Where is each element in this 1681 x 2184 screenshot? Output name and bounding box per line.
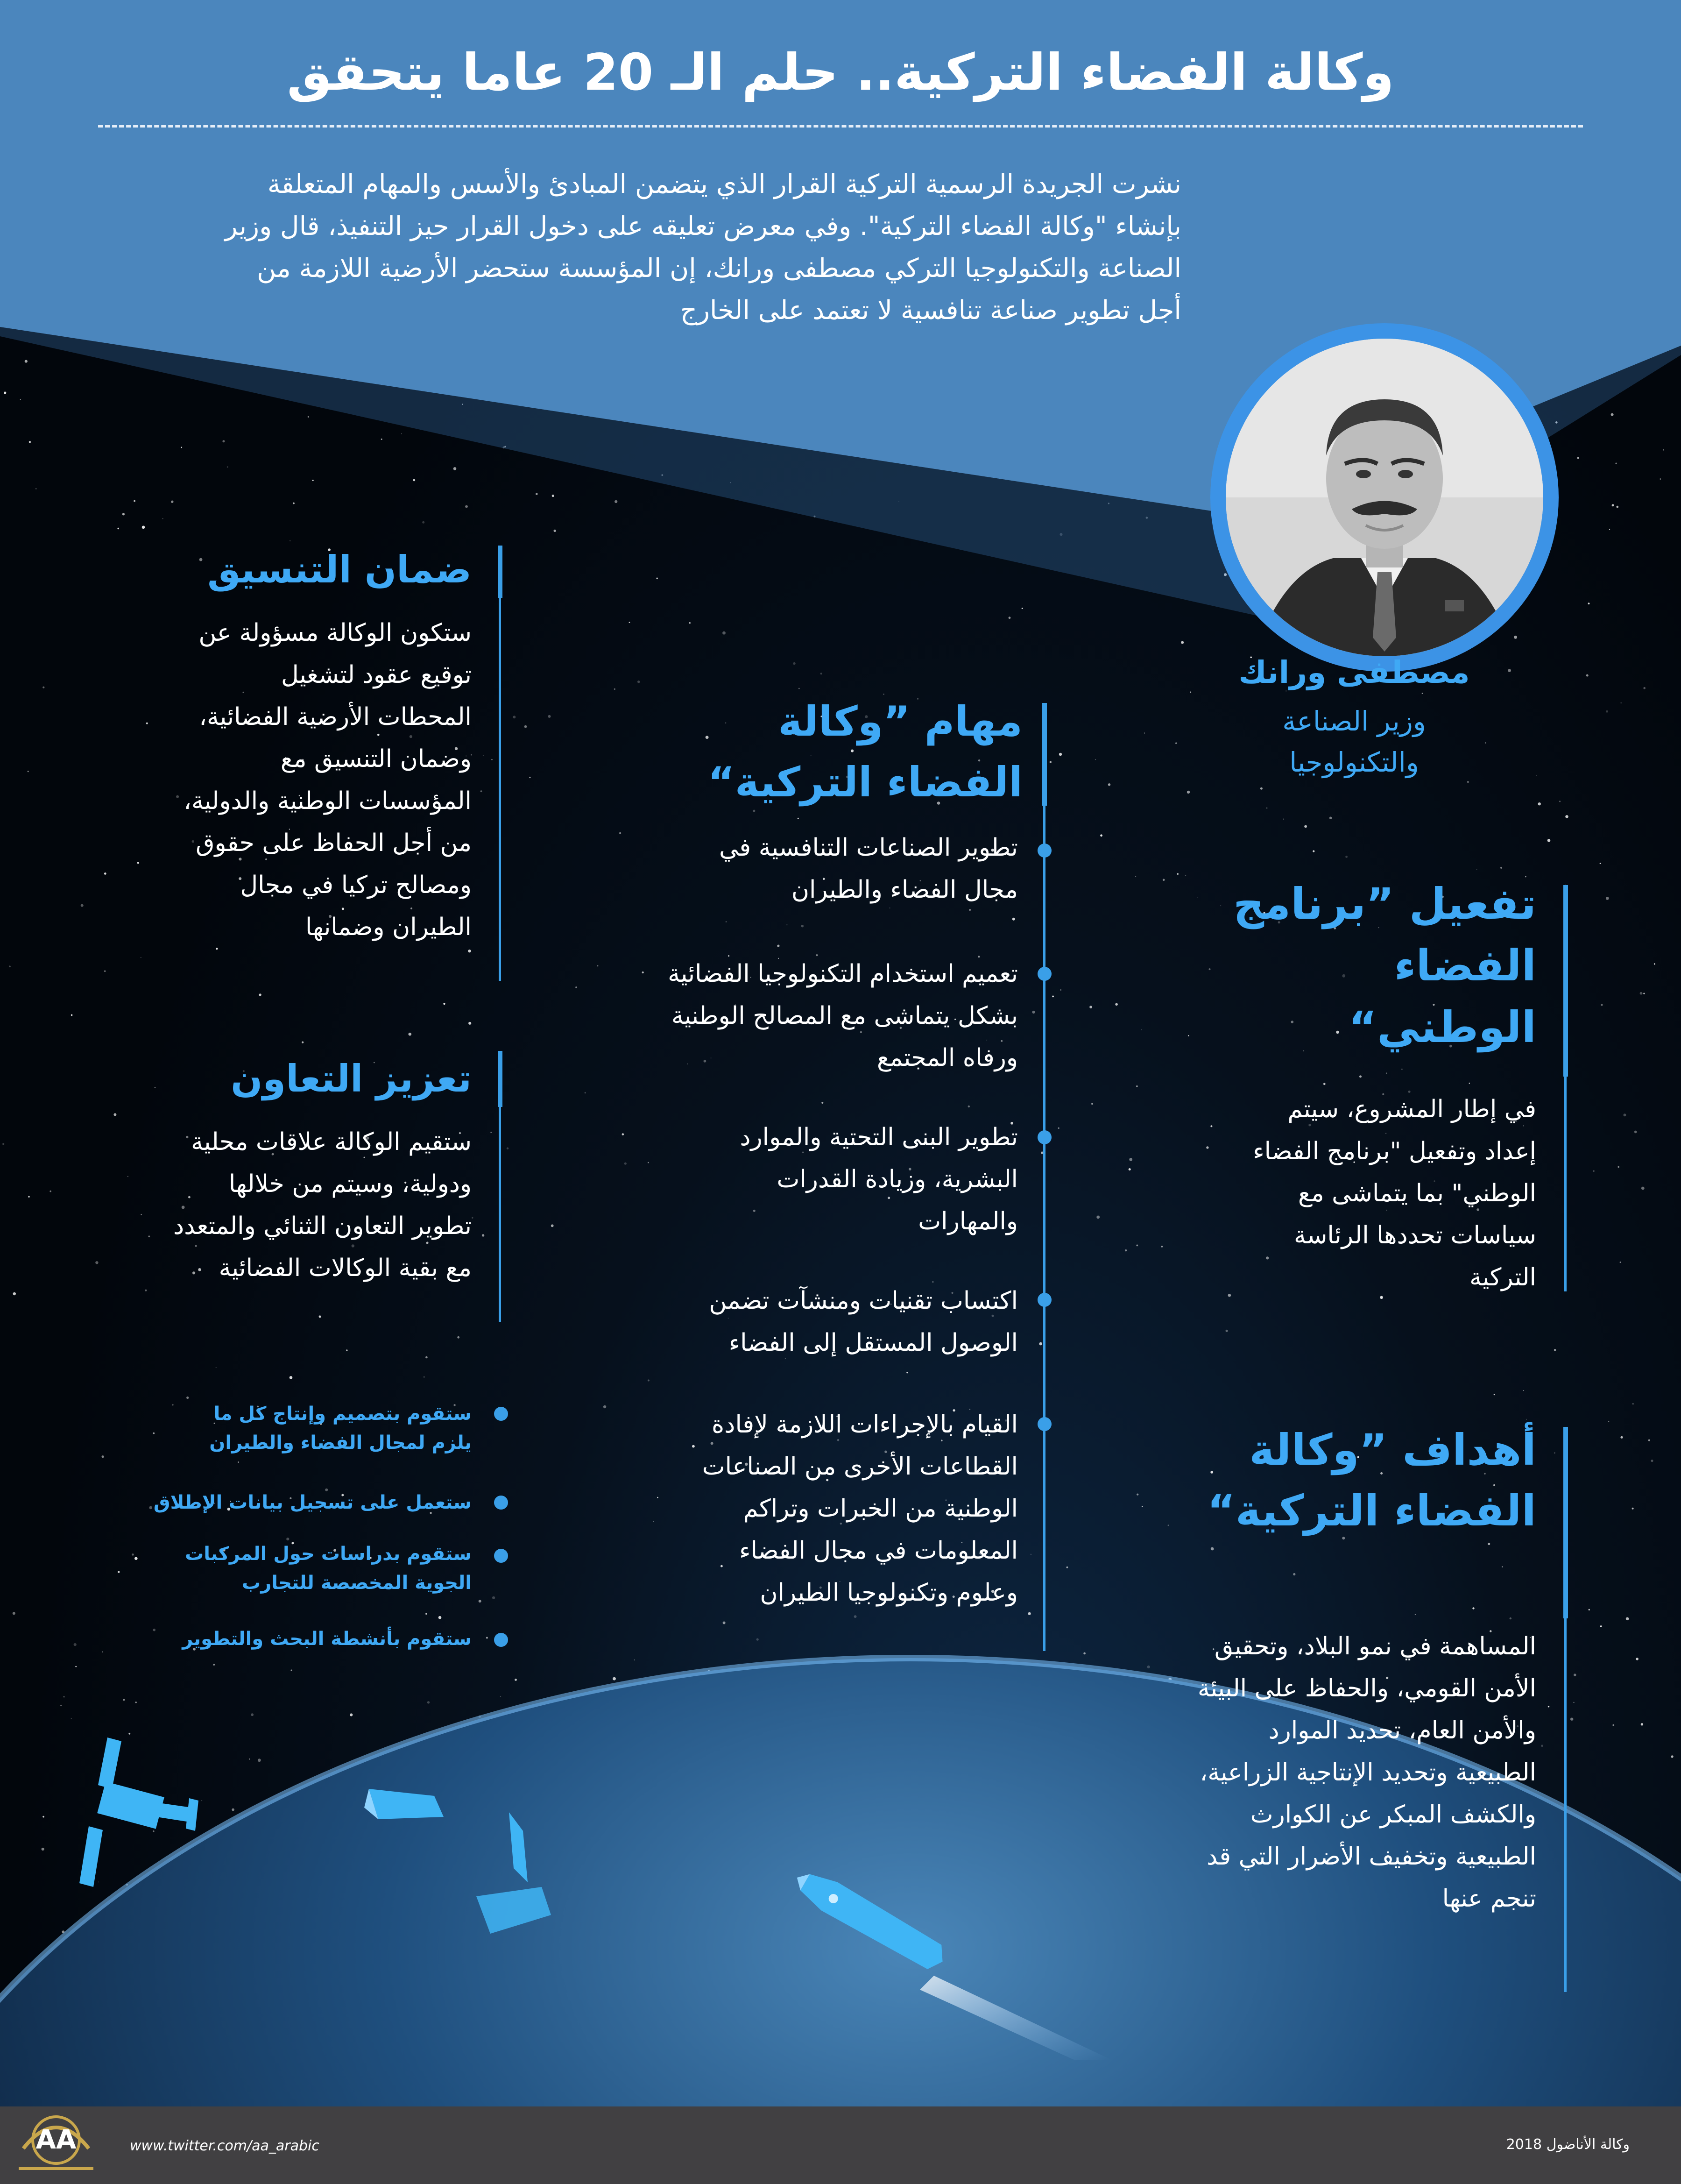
- star: [2, 1143, 4, 1145]
- star: [793, 662, 795, 665]
- svg-text:AA: AA: [35, 2125, 77, 2155]
- star: [425, 1356, 428, 1359]
- star: [1313, 850, 1314, 852]
- star: [786, 924, 787, 925]
- star: [1620, 1262, 1621, 1263]
- star: [468, 950, 471, 952]
- star: [1415, 1614, 1416, 1615]
- star: [1641, 1187, 1645, 1190]
- star: [128, 1733, 130, 1735]
- star: [135, 1702, 137, 1703]
- goals-rule: [1564, 1618, 1567, 1992]
- star: [1586, 674, 1589, 677]
- star: [479, 1600, 481, 1603]
- star: [483, 755, 484, 756]
- star: [1559, 801, 1561, 802]
- star: [1469, 1083, 1470, 1084]
- star: [137, 862, 139, 864]
- star: [104, 872, 106, 875]
- page-title: وكالة الفضاء التركية.. حلم الـ 20 عاما يتحقق: [287, 43, 1394, 102]
- star: [1168, 1525, 1169, 1526]
- star: [1651, 1460, 1653, 1462]
- star: [118, 1571, 120, 1573]
- star: [1608, 1421, 1609, 1422]
- star: [28, 1196, 29, 1198]
- star: [1472, 1607, 1474, 1609]
- star: [1266, 807, 1267, 808]
- star: [127, 1176, 128, 1177]
- star: [1570, 1718, 1573, 1721]
- cooperation-rule: [499, 1107, 501, 1322]
- cooperation-body: ستقيم الوكالة علاقات محلية ودولية، وسيتم من خلالها تطوير التعاون الثنائي والمتعدد مع بقية الوكالات الفضائية: [173, 1128, 472, 1282]
- star: [585, 1092, 586, 1093]
- star: [507, 1148, 509, 1149]
- cooperation-bullet: ستقوم بدراسات حول المركبات الجوية المخصصة للتجارب: [185, 1543, 472, 1594]
- star: [49, 1191, 51, 1192]
- star: [113, 1113, 116, 1116]
- coordination-body: ستكون الوكالة مسؤولة عن توقيع عقود لتشغيل المحطات الأرضية الفضائية، وضمان التنسيق مع المؤسسات الوطنية والدولية، من أجل الحفاظ على حقوق ومصالح تركيا في مجال الطيران وضمانها: [184, 619, 472, 941]
- star: [148, 1235, 150, 1237]
- star: [146, 723, 148, 724]
- star: [1634, 1131, 1637, 1134]
- star: [1606, 897, 1609, 900]
- star: [74, 1643, 77, 1646]
- star: [515, 1679, 517, 1681]
- star: [614, 688, 615, 690]
- star: [81, 904, 84, 907]
- debris-shard-icon: [476, 1887, 551, 1938]
- star: [71, 1718, 72, 1719]
- star: [1508, 669, 1511, 672]
- star: [409, 1033, 412, 1036]
- star: [1211, 1547, 1214, 1551]
- minister-portrait: [1226, 339, 1543, 656]
- title-divider: [98, 125, 1583, 128]
- star: [1641, 1723, 1643, 1725]
- star: [9, 965, 11, 967]
- star: [1058, 1127, 1059, 1129]
- person-role: وزير الصناعة والتكنولوجيا: [1282, 705, 1426, 778]
- star: [134, 1557, 138, 1560]
- star: [1554, 1349, 1556, 1351]
- cooperation-heading: تعزيز التعاون: [231, 1057, 472, 1100]
- star: [438, 1616, 442, 1619]
- star: [1574, 1702, 1575, 1703]
- aa-logo-icon: [9, 2111, 103, 2181]
- star: [1161, 1246, 1163, 1248]
- space-capsule-icon: [364, 1780, 448, 1831]
- star: [1620, 1436, 1623, 1439]
- star: [1095, 759, 1096, 760]
- star: [132, 1553, 134, 1556]
- star: [629, 622, 630, 623]
- star: [482, 1234, 484, 1236]
- star: [1136, 1245, 1138, 1247]
- program-heading: تفعيل ”برنامج الفضاء الوطني“: [1233, 879, 1536, 1052]
- star: [1188, 1035, 1189, 1036]
- star: [176, 795, 179, 798]
- star: [258, 1759, 261, 1762]
- star: [1144, 733, 1145, 734]
- star: [1624, 1113, 1626, 1116]
- star: [186, 1397, 189, 1399]
- star: [1304, 825, 1307, 828]
- star: [1643, 687, 1646, 689]
- star: [1135, 876, 1136, 877]
- star: [145, 1290, 147, 1291]
- star: [13, 1292, 16, 1295]
- star: [1039, 1342, 1042, 1346]
- star: [104, 971, 106, 972]
- goals-accent-bar: [1563, 1427, 1568, 1618]
- star: [1185, 875, 1186, 876]
- star: [1523, 1390, 1524, 1391]
- star: [1541, 1744, 1543, 1747]
- star: [1067, 1567, 1068, 1568]
- star: [603, 1405, 606, 1408]
- star: [634, 1659, 635, 1660]
- star: [1141, 1029, 1142, 1030]
- cooperation-bullet: ستعمل على تسجيل بيانات الإطلاق: [153, 1492, 472, 1513]
- debris-shard-icon: [504, 1812, 532, 1887]
- star: [1612, 1724, 1614, 1726]
- star: [102, 1455, 104, 1458]
- star: [302, 1042, 304, 1043]
- star: [1606, 710, 1608, 713]
- star: [71, 1014, 73, 1016]
- star: [1593, 1170, 1594, 1172]
- person-name: مصطفى ورانك: [1238, 654, 1470, 690]
- star: [622, 1133, 624, 1135]
- star: [1359, 1075, 1362, 1078]
- star: [28, 771, 29, 772]
- star: [480, 790, 482, 792]
- bullet-dot: [494, 1407, 508, 1421]
- star: [1648, 1439, 1650, 1441]
- star: [75, 1666, 77, 1667]
- star: [1260, 787, 1263, 790]
- star: [548, 715, 551, 718]
- star: [1125, 1249, 1127, 1251]
- star: [153, 1432, 155, 1434]
- star: [491, 1132, 492, 1133]
- task-item: القيام بالإجراءات اللازمة لإفادة القطاعات الأخرى من الصناعات الوطنية من الخبرات وتراكم المعلومات في مجال الفضاء وعلوم وتكنولوجيا الطيران: [702, 1411, 1018, 1607]
- star: [1386, 1072, 1387, 1074]
- star: [1565, 815, 1568, 818]
- star: [468, 1022, 471, 1025]
- tasks-heading: مهام ”وكالة الفضاء التركية“: [707, 697, 1023, 806]
- star: [1476, 869, 1477, 870]
- star: [1500, 867, 1502, 869]
- star: [619, 832, 621, 834]
- star: [141, 1214, 142, 1215]
- star: [1514, 636, 1517, 639]
- star: [1401, 1069, 1403, 1070]
- star: [123, 1699, 125, 1701]
- task-item: اكتساب تقنيات ومنشآت تضمن الوصول المستقل إلى الفضاء: [709, 1287, 1018, 1357]
- star: [722, 631, 726, 635]
- coordination-accent-bar: [498, 546, 502, 598]
- tasks-rule: [1043, 806, 1045, 1651]
- star: [1059, 753, 1062, 756]
- star: [777, 945, 779, 947]
- goals-heading: أهداف ”وكالة الفضاء التركية“: [1207, 1425, 1536, 1536]
- star: [232, 1808, 234, 1811]
- cooperation-bullet: ستقوم بتصميم وإنتاج كل ما يلزم لمجال الفضاء والطيران: [209, 1403, 472, 1454]
- star: [492, 1596, 495, 1599]
- star: [95, 1261, 98, 1264]
- star: [1108, 783, 1110, 786]
- star: [102, 1651, 103, 1652]
- star: [1548, 1706, 1549, 1707]
- task-dot: [1038, 1293, 1052, 1307]
- star: [551, 1224, 554, 1227]
- star: [1654, 963, 1655, 964]
- intro-paragraph: نشرت الجريدة الرسمية التركية القرار الذي يتضمن المبادئ والأسس والمهام المتعلقة بإنشاء "وكالة الفضاء التركية". وفي معرض تعليقه على دخول القرار حيز التنفيذ، قال وزير الصناعة والتكنولوجيا التركي مصطفى ورانك، إن المؤسسة ستحضر الأرضية اللازمة من أجل تطوير صناعة تنافسية لا تعتمد على الخارج: [225, 169, 1181, 326]
- satellite-icon: [75, 1737, 205, 1896]
- star: [1100, 834, 1102, 837]
- bullet-dot: [494, 1549, 508, 1563]
- star: [1323, 1083, 1326, 1085]
- star: [457, 1336, 459, 1339]
- star: [1187, 791, 1190, 794]
- star: [290, 1376, 293, 1379]
- star: [624, 1163, 627, 1165]
- twitter-link[interactable]: www.twitter.com/aa_arabic: [130, 2138, 319, 2154]
- star: [1589, 1609, 1590, 1610]
- star: [1617, 1166, 1619, 1168]
- star: [1091, 1103, 1093, 1105]
- task-item: تطوير الصناعات التنافسية في مجال الفضاء والطيران: [719, 834, 1018, 904]
- star: [1129, 1158, 1132, 1161]
- star: [1636, 1658, 1639, 1660]
- star: [60, 1705, 61, 1706]
- star: [1538, 802, 1541, 805]
- star: [1488, 1543, 1490, 1545]
- star: [427, 1701, 430, 1703]
- coordination-heading: ضمان التنسيق: [207, 548, 472, 591]
- star: [259, 993, 261, 996]
- goals-body: المساهمة في نمو البلاد، وتحقيق الأمن القومي، والحفاظ على البيئة والأمن العام، تحديد الموارد الطبيعية وتحديد الإنتاجية الزراعية، والكشف المبكر عن الكوارث الطبيعية وتخفيف الأضرار التي قد تنجم عنها: [1197, 1632, 1536, 1913]
- star: [524, 725, 527, 728]
- star: [1547, 839, 1551, 842]
- task-item: تطوير البنى التحتية والموارد البشرية، وزيادة القدرات والمهارات: [740, 1123, 1018, 1235]
- star: [820, 673, 822, 674]
- star: [251, 1713, 254, 1716]
- star: [798, 818, 799, 819]
- star: [1060, 989, 1061, 991]
- star: [1494, 1394, 1495, 1395]
- star: [1536, 775, 1537, 776]
- star: [1175, 742, 1177, 744]
- star: [854, 1615, 857, 1618]
- star: [653, 1521, 654, 1522]
- star: [575, 986, 577, 988]
- star: [1028, 1612, 1031, 1615]
- star: [1050, 761, 1052, 763]
- star: [821, 1102, 823, 1104]
- star: [756, 1638, 759, 1641]
- star: [13, 1612, 15, 1615]
- bullet-dot: [494, 1496, 508, 1510]
- star: [906, 1372, 908, 1373]
- star: [1329, 817, 1332, 819]
- bullet-dot: [494, 1633, 508, 1647]
- star: [1052, 996, 1054, 998]
- star: [529, 777, 530, 778]
- star: [1510, 1617, 1511, 1619]
- star: [1621, 702, 1622, 703]
- star: [1485, 742, 1486, 744]
- star: [657, 1497, 658, 1498]
- star: [1283, 819, 1284, 820]
- task-dot: [1038, 967, 1052, 981]
- star: [513, 716, 516, 718]
- star: [1554, 1453, 1555, 1454]
- star: [1083, 1652, 1086, 1655]
- star: [1643, 993, 1645, 994]
- star: [1096, 1216, 1100, 1219]
- program-body: في إطار المشروع، سيتم إعداد وتفعيل "برنامج الفضاء الوطني" بما يتماشى مع سياسات تحددها الرئاسة التركية: [1253, 1095, 1536, 1291]
- star: [1293, 1573, 1295, 1575]
- star: [1190, 692, 1191, 693]
- star: [1181, 641, 1184, 644]
- tasks-accent-bar: [1042, 703, 1047, 806]
- star: [968, 1106, 970, 1107]
- star: [238, 1461, 239, 1463]
- star: [1206, 1146, 1208, 1149]
- star: [491, 759, 493, 760]
- star: [346, 1349, 348, 1351]
- star: [1600, 863, 1601, 864]
- star: [1136, 1085, 1137, 1087]
- star: [1163, 879, 1165, 881]
- rocket-icon: [784, 1864, 1111, 2060]
- program-accent-bar: [1563, 885, 1568, 1077]
- star: [597, 965, 599, 967]
- star: [1009, 617, 1011, 619]
- star: [723, 1622, 726, 1624]
- star: [648, 1380, 650, 1382]
- star: [350, 1713, 353, 1716]
- star: [472, 1217, 473, 1219]
- star: [1147, 1666, 1150, 1668]
- star: [1600, 1625, 1602, 1627]
- star: [291, 1670, 292, 1671]
- cooperation-accent-bar: [498, 1051, 502, 1107]
- star: [1632, 1508, 1634, 1510]
- star: [1142, 1506, 1143, 1507]
- star: [1210, 1125, 1212, 1127]
- star: [1626, 1617, 1629, 1621]
- star: [1032, 1011, 1035, 1014]
- star: [42, 1816, 44, 1818]
- star: [1177, 873, 1179, 875]
- star: [801, 925, 804, 927]
- star: [642, 971, 644, 973]
- star: [689, 622, 691, 624]
- copyright-text: وكالة الأناضول 2018: [1506, 2136, 1630, 2153]
- cooperation-bullet: ستقوم بأنشطة البحث والتطوير: [182, 1628, 472, 1650]
- task-dot: [1038, 844, 1052, 858]
- star: [648, 1162, 649, 1163]
- star: [1228, 1294, 1231, 1297]
- star: [1345, 856, 1348, 858]
- task-dot: [1038, 1417, 1052, 1431]
- task-dot: [1038, 1130, 1052, 1144]
- star: [500, 1696, 501, 1697]
- star: [42, 1848, 44, 1851]
- star: [1601, 1004, 1603, 1006]
- star: [213, 1664, 215, 1666]
- star: [1129, 1168, 1131, 1170]
- star: [425, 1613, 427, 1615]
- star: [1012, 918, 1015, 921]
- star: [1226, 1330, 1228, 1332]
- star: [486, 1637, 488, 1639]
- star: [443, 1003, 445, 1005]
- star: [1115, 1003, 1118, 1006]
- star: [1574, 1673, 1576, 1676]
- star: [319, 1315, 321, 1318]
- program-rule: [1564, 1077, 1567, 1291]
- task-item: تعميم استخدام التكنولوجيا الفضائية بشكل يتماشى مع المصالح الوطنية ورفاه المجتمع: [668, 960, 1018, 1072]
- star: [42, 687, 44, 688]
- star: [613, 1677, 616, 1681]
- star: [1640, 992, 1643, 995]
- star: [1137, 1494, 1138, 1496]
- star: [216, 1367, 217, 1368]
- star: [798, 688, 800, 689]
- star: [1089, 1006, 1092, 1008]
- star: [1671, 1755, 1674, 1758]
- star: [637, 681, 640, 683]
- coordination-rule: [499, 598, 501, 981]
